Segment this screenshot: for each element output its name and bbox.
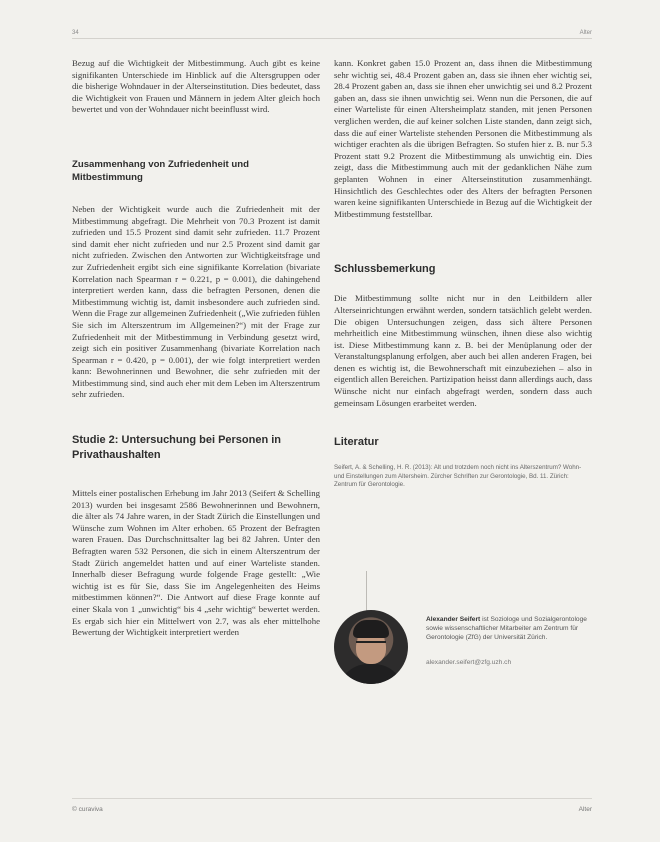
author-photo	[334, 610, 408, 684]
author-bio	[426, 615, 592, 642]
section-heading: Zusammenhang von Zufriedenheit und Mitbestimmung	[72, 158, 249, 183]
right-column	[334, 58, 592, 490]
author-name: Alexander Seifert	[426, 616, 481, 623]
section-heading: Studie 2: Untersuchung bei Personen in Privathaushalten	[72, 434, 282, 462]
paragraph: Die Mitbestimmung sollte nicht nur in den Leitbildern aller Alterseinrichtungen erwähnt werden, sondern tatsächlich gelebt werden. Die obigen Untersuchungen zeigen, dass sich ältere Personen mehrheitlich eine Mitbestimmung wünschen, ihnen diese also wichtig ist. Diese Mitbestimmung kann z. B. bei der Menüplanung oder der Veranstaltungsplanung erfolgen, aber auch bei allen anderen Fragen, bei denen es wichtig ist, die Bewohnerschaft mit einzubeziehen – also in eigentlich allen Bereichen. Partizipation heisst dann allerdings auch, dass Wünsche nicht nur einfach abgefragt werden, sondern dass auch gemeinsam Lösungen erarbeitet werden.	[334, 293, 592, 408]
section-heading: Schlussbemerkung	[334, 263, 436, 276]
author-email[interactable]: alexander.seifert@zfg.uzh.ch	[426, 659, 512, 666]
reference-entry: Seifert, A. & Schelling, H. R. (2013): Alt und trotzdem noch nicht ins Alterszentrum? Wohn- und Einstellungen zum Altersheim. Zürcher Schriften zur Gerontologie, Bd. 11. Zürich: Zentrum für Gerontologie.	[334, 464, 582, 489]
author-bio-text: ist Soziologe und Sozialgerontologe sowie wissenschaftlicher Mitarbeiter am Zentrum für Gerontologie (ZfG) der Universität Zürich.	[426, 616, 587, 641]
footer-right: Alter	[578, 806, 592, 813]
footer-rule	[72, 798, 592, 799]
section-heading: Literatur	[334, 436, 379, 449]
header-rule	[72, 38, 592, 39]
running-header: Alter	[579, 30, 592, 36]
paragraph: kann. Konkret gaben 15.0 Prozent an, dass ihnen die Mitbestimmung sehr wichtig sei, 48.4 Prozent gaben an, dass sie ihnen eher wichtig sei, 28.4 Prozent gaben an, dass sie ihnen eher unwichtig sei und 8.2 Prozent gaben an, dass sie ihnen unwichtig sei. Wenn nun die Personen, die auf einer Warteliste für einen Altersheimplatz standen, mit jenen Personen verglichen werden, die auf keiner solchen Liste standen, dann zeigt sich, dass die auf einer Warteliste stehenden Personen die Mitbestimmung als wichtiger erachten als die übrigen Befragten. So stufen hier z. B. nur 5.3 Prozent statt 9.2 Prozent die Mitbestimmung als unwichtig ein. Dies zeigt, dass die Mitbestimmung auch mit der gedanklichen Nähe zum geplanten Wohnen in einer Alterseinstitution zusammenhängt. Hinsichtlich des Geschlechtes oder des Alters der befragten Personen waren keine signifikanten Unterschiede in Bezug auf die Wichtigkeit der Mitbestimmung feststellbar.	[334, 58, 592, 219]
paragraph: Neben der Wichtigkeit wurde auch die Zufriedenheit mit der Mitbestimmung abgefragt. Die Mehrheit von 70.3 Prozent ist damit zufrieden und 15.5 Prozent sind damit sehr zufrieden. 11.7 Prozent sind damit eher nicht zufrieden und nur 2.5 Prozent sind damit gar nicht zufrieden. Zwischen den Antworten zur Wichtigkeitsfrage und zur Zufriedenheit ergibt sich eine signifikante Korrelation (bivariate Korrelation nach Spearman r = 0.221, p = 0.001), die dahingehend interpretiert werden kann, dass die befragten Personen, denen die Mitbestimmung wichtig ist, damit insbesondere auch zufrieden sind. Wenn die Frage zur allgemeinen Zufriedenheit („Wie zufrieden fühlen Sie sich im Alterszentrum im Allgemeinen?“) mit der Frage zur Zufriedenheit mit der Mitbestimmung in Verbindung gesetzt wird, zeigt sich ein positiver Zusammenhang (bivariate Korrelation nach Spearman r = 0.420, p = 0.001), der wie folgt interpretiert werden kann: Bewohnerinnen und Bewohner, die sehr zufrieden mit der Mitbestimmung sind, sind auch eher mit dem Leben im Alterszentrum sehr zufrieden.	[72, 203, 320, 400]
paragraph: Mittels einer postalischen Erhebung im Jahr 2013 (Seifert & Schelling 2013) wurden bei insgesamt 2586 Bewohnerinnen und Bewohnern, die älter als 74 Jahre waren, in der Stadt Zürich die Einstellungen und Wünsche zum Wohnen im Alter erhoben. 65 Prozent der Befragten waren Frauen. Das Durchschnittsalter lag bei 82 Jahren. Unter den Befragten waren 532 Personen, die sich in einem Alterszentrum der Stadt Zürich angemeldet hatten und auf einer Warteliste standen. Innerhalb dieser Befragung wurde folgende Frage gestellt: „Wie wichtig ist es für Sie, dass Sie im Angelegenheiten des Heims mitbestimmen können?“. Die Antwort auf diese Frage konnte auf einer Skala von 1 „unwichtig“ bis 4 „sehr wichtig“ bewertet werden. Es ergab sich hier ein Mittelwert von 2.7, was als eher mittelhohe Bewertung der Wichtigkeit interpretiert werden	[72, 488, 320, 638]
author-info	[426, 615, 592, 667]
paragraph: Bezug auf die Wichtigkeit der Mitbestimmung. Auch gibt es keine signifikanten Unterschiede im Hinblick auf die Altersgruppen oder die bisherige Wohndauer in der Alterseinstitution. Dies bedeutet, dass die Wichtigkeit von Frauen und Männern in jedem Alter gleich hoch bewertet und von der Wohndauer nicht beeinflusst wird.	[72, 58, 320, 115]
connector-line	[366, 571, 367, 611]
left-column	[72, 58, 320, 639]
footer-left: © curaviva	[72, 806, 103, 813]
page-number: 34	[72, 30, 79, 36]
